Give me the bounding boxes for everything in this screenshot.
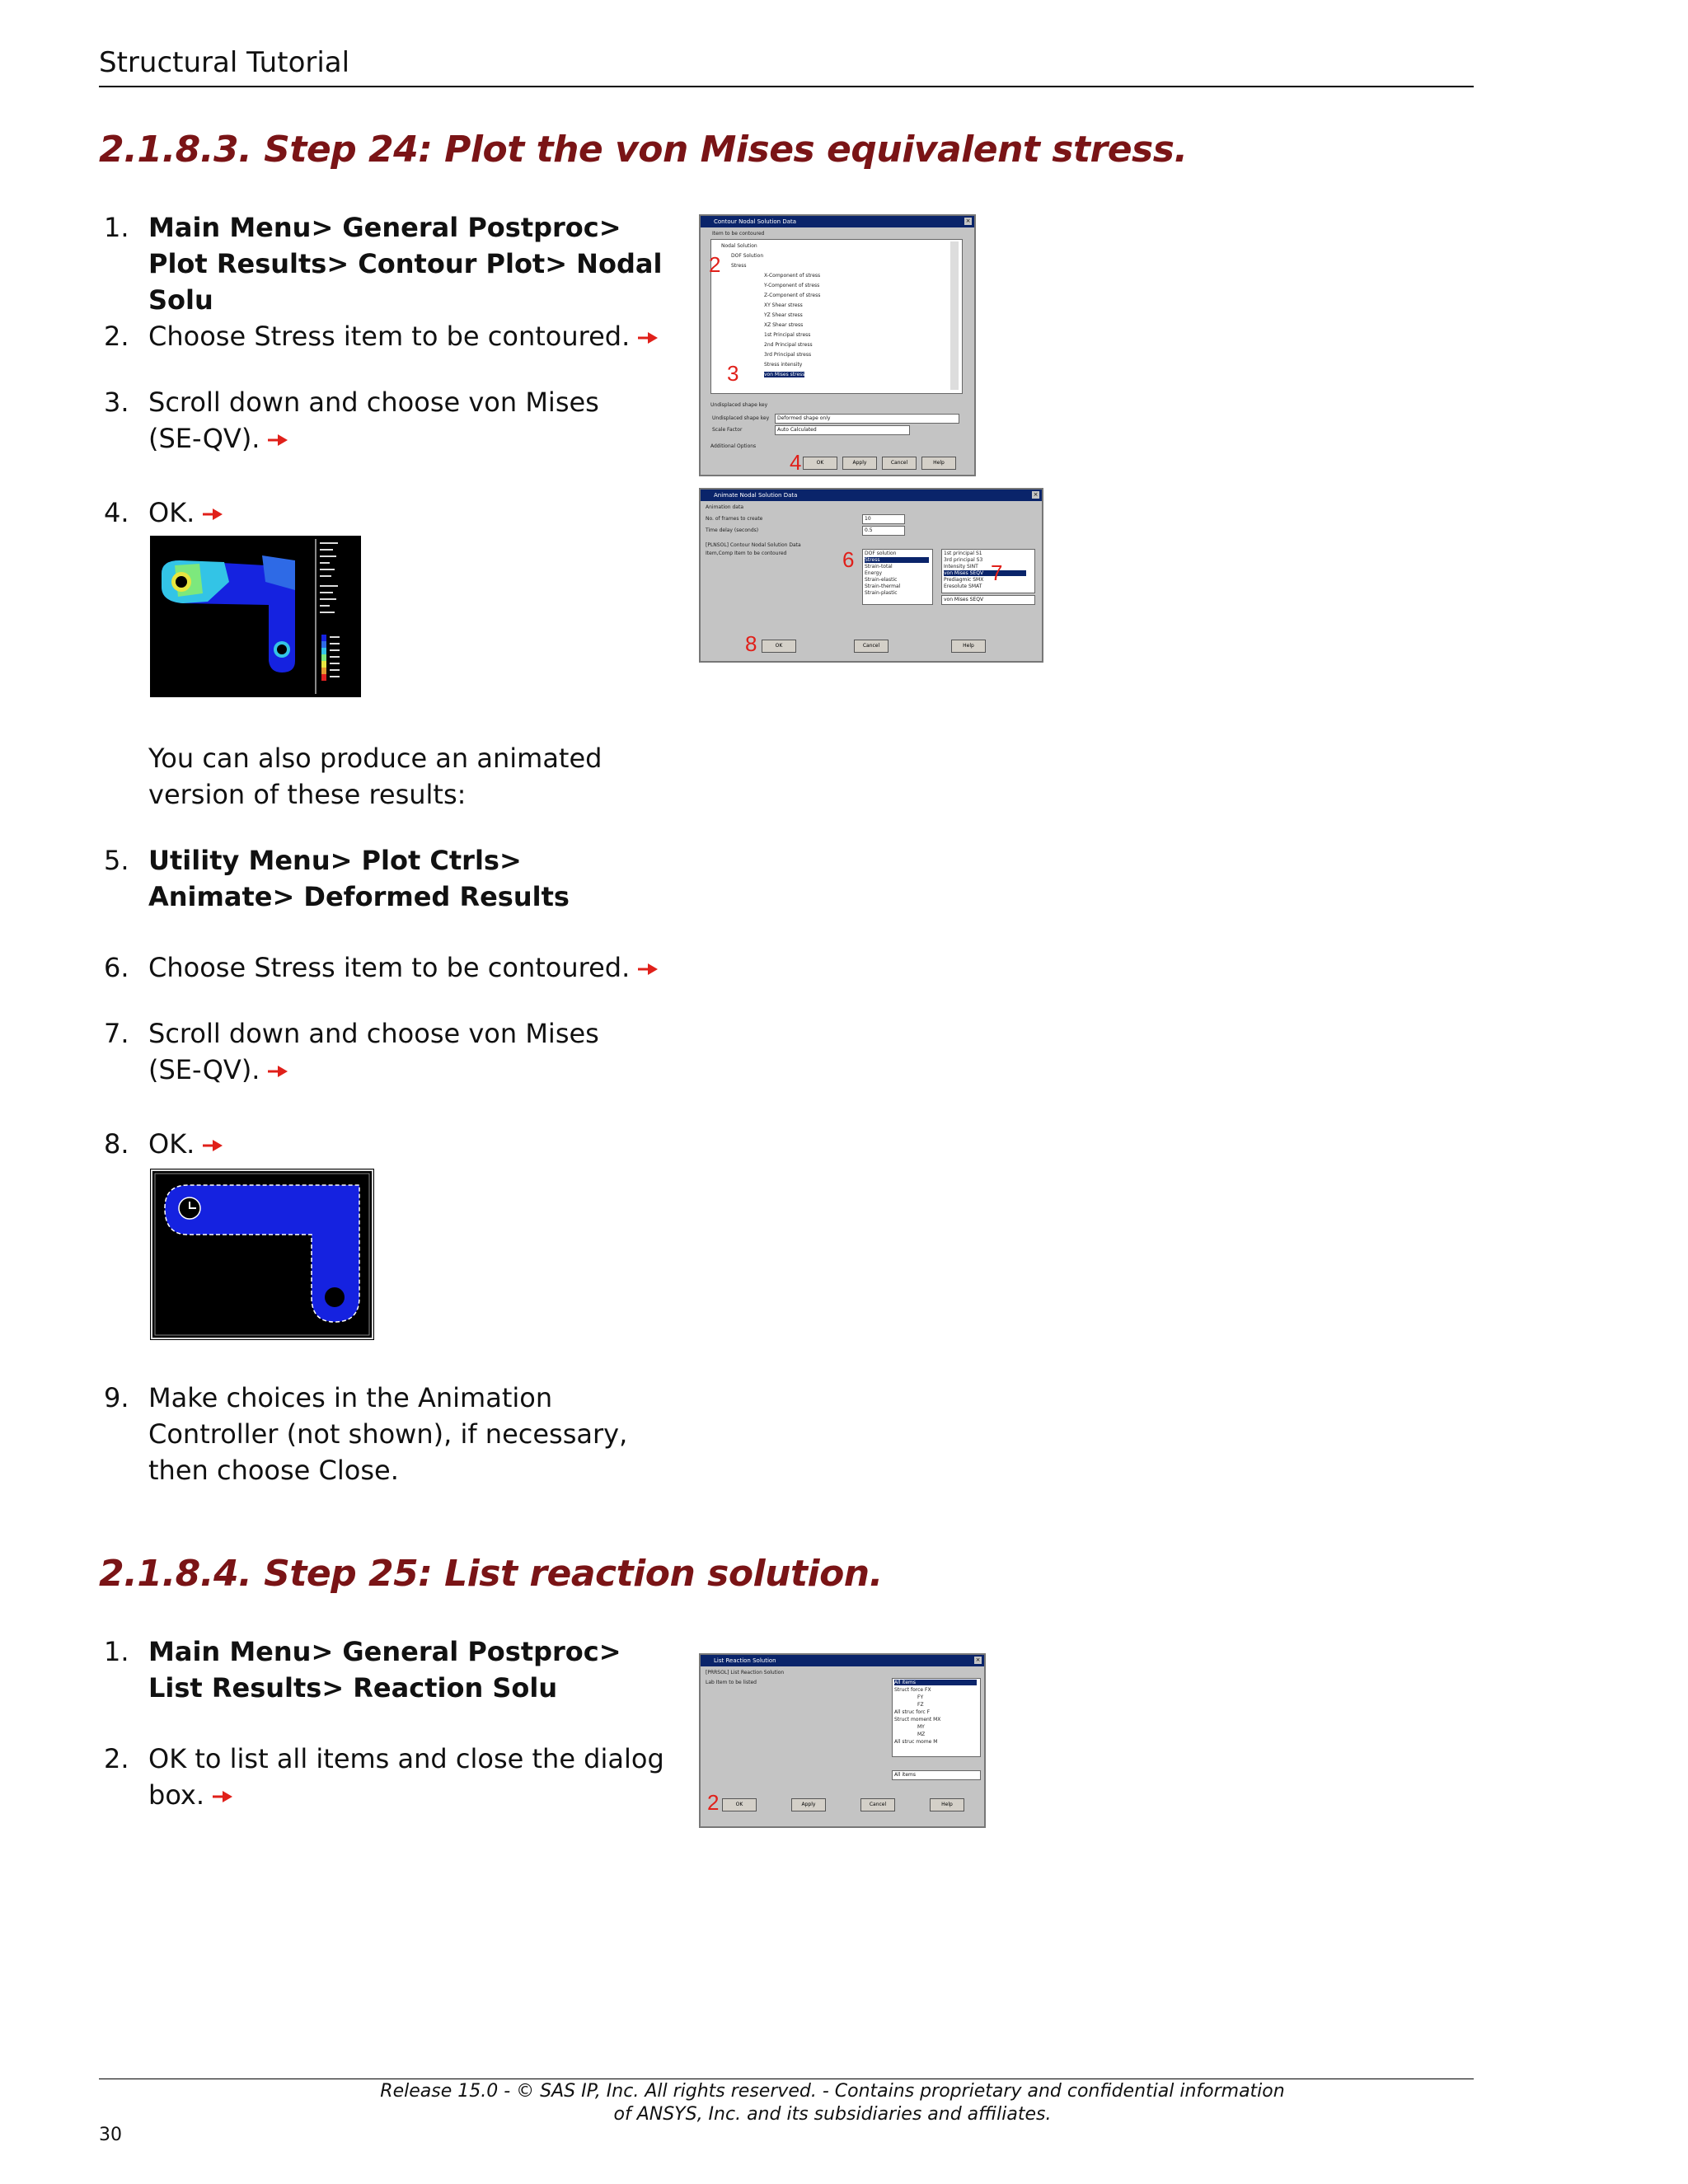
callout-number: 6 [842,547,855,572]
close-icon[interactable]: × [1033,491,1039,498]
contour-plot-image [150,536,361,697]
page-number: 30 [99,2125,122,2145]
arrow-link-icon[interactable] [636,961,659,977]
list-item[interactable]: Intensity SINT [944,564,978,569]
list-reaction-dialog [699,1653,986,1828]
step-text-content: Scroll down and choose von Mises (SE-QV). [148,1018,599,1085]
tree-node[interactable]: Stress [731,263,747,269]
step-text-content: OK. [148,1128,195,1160]
step-number: 6. [104,952,129,983]
step-text [148,1633,651,1706]
step-text [148,1015,643,1088]
tree-node[interactable]: Y-Component of stress [764,283,820,288]
callout-number: 2 [707,1790,720,1815]
dialog-titlebar [701,216,974,227]
list-item[interactable]: Strain-elastic [865,577,898,583]
dialog-title: Contour Nodal Solution Data [714,218,797,225]
tree-node[interactable]: 3rd Principal stress [764,352,812,358]
list-item-selected[interactable]: Stress [865,557,929,563]
tree-node[interactable]: XY Shear stress [764,302,803,308]
menu-path: Main Menu> General Postproc> Plot Results> Contour Plot> Nodal Solu [148,212,663,316]
cancel-button[interactable]: Cancel [882,457,917,470]
selected-item-field[interactable]: All items [892,1770,981,1780]
dialog-titlebar [701,490,1042,501]
scrollbar[interactable] [950,241,959,390]
plnsol-label: [PLNSOL] Contour Nodal Solution Data [706,542,801,548]
arrow-link-icon[interactable] [211,1788,234,1805]
list-item[interactable]: Energy [865,570,883,576]
list-item[interactable]: 1st principal S1 [944,551,982,556]
delay-input[interactable]: 0.5 [862,526,905,536]
anim-data-label: Animation data [706,504,744,510]
section-heading-step25: 2.1.8.4. Step 25: List reaction solution. [99,1553,883,1595]
section-heading-step24: 2.1.8.3. Step 24: Plot the von Mises equivalent stress. [99,129,1188,171]
dialog-title: List Reaction Solution [714,1657,776,1664]
step-text [148,209,684,318]
step-text-content: OK to list all items and close the dialog box. [148,1743,664,1811]
prrsol-label: [PRRSOL] List Reaction Solution [706,1670,785,1675]
list-item-selected[interactable]: von Mises SEQV [944,570,1026,576]
callout-number: 2 [709,252,721,277]
list-item[interactable]: MZ [917,1732,926,1737]
list-item[interactable]: FY [917,1694,924,1700]
delay-label: Time delay (seconds) [706,527,759,533]
undisplaced-select[interactable]: Deformed shape only [775,414,959,424]
component-listbox[interactable] [941,549,1035,593]
category-listbox[interactable] [862,549,933,605]
step-text [148,1741,692,1813]
step-text [148,1126,684,1162]
tree-node[interactable]: 2nd Principal stress [764,342,813,348]
additional-options[interactable]: Additional Options [710,443,757,449]
undisplaced-heading: Undisplaced shape key [710,402,768,408]
step-text-content: OK. [148,497,195,528]
footer-line-1: Release 15.0 - © SAS IP, Inc. All rights reserved. - Contains proprietary and confidential information [380,2081,1285,2102]
list-item[interactable]: All struc mome M [894,1739,938,1745]
tree-node[interactable]: DOF Solution [731,253,764,259]
tree-node[interactable]: Z-Component of stress [764,293,821,298]
step-number: 1. [104,1636,129,1667]
item-label: Item to be contoured [712,231,765,237]
ok-button[interactable]: OK [762,640,796,653]
list-item[interactable]: 3rd principal S3 [944,557,983,563]
callout-number: 7 [991,560,1003,585]
items-listbox[interactable] [892,1678,981,1757]
list-item[interactable]: All struc forc F [894,1709,931,1715]
step-text [148,842,659,915]
arrow-link-icon[interactable] [201,506,224,523]
scale-select[interactable]: Auto Calculated [775,425,910,435]
list-item[interactable]: Strain-thermal [865,583,901,589]
frames-input[interactable]: 10 [862,514,905,524]
help-button[interactable]: Help [921,457,956,470]
step-number: 4. [104,497,129,528]
tree-node-selected[interactable]: von Mises stress [764,372,805,377]
cancel-button[interactable]: Cancel [860,1798,895,1811]
step-number: 3. [104,387,129,418]
arrow-link-icon[interactable] [636,330,659,346]
tree-node[interactable]: 1st Principal stress [764,332,811,338]
help-button[interactable]: Help [930,1798,964,1811]
dialog-titlebar [701,1655,984,1666]
tree-node[interactable]: XZ Shear stress [764,322,804,328]
dialog-title: Animate Nodal Solution Data [714,492,798,499]
ok-button[interactable]: OK [803,457,837,470]
running-header: Structural Tutorial [99,46,350,79]
frames-label: No. of frames to create [706,516,763,522]
callout-number: 4 [790,450,802,475]
list-item[interactable]: Struct force FX [894,1687,931,1693]
step-text [148,494,684,531]
cancel-button[interactable]: Cancel [854,640,889,653]
undisplaced-label: Undisplaced shape key [712,415,770,421]
step-text-content: Choose Stress item to be contoured. [148,952,631,983]
step-number: 8. [104,1128,129,1160]
step-number: 1. [104,212,129,243]
ok-button[interactable]: OK [722,1798,757,1811]
menu-path: Main Menu> General Postproc> List Results> Reaction Solu [148,1636,621,1704]
callout-number: 8 [745,631,757,656]
menu-path: Utility Menu> Plot Ctrls> Animate> Deformed Results [148,845,570,912]
list-item[interactable]: Prediagmic SMX [944,577,984,583]
animate-nodal-dialog [699,488,1043,663]
footer-line-2: of ANSYS, Inc. and its subsidiaries and affiliates. [613,2104,1052,2125]
list-item[interactable]: Eresolute SMAT [944,583,982,589]
contour-nodal-dialog [699,214,976,476]
scale-label: Scale Factor [712,427,743,433]
item-comp-label: Item,Comp Item to be contoured [706,551,787,556]
list-item[interactable]: DOF solution [865,551,897,556]
step-text-content: Choose Stress item to be contoured. [148,321,631,352]
callout-number: 3 [727,361,739,386]
tree-node[interactable]: X-Component of stress [764,273,821,279]
apply-button[interactable]: Apply [842,457,877,470]
close-icon[interactable]: × [975,1657,981,1663]
tree-node[interactable]: Nodal Solution [721,243,757,249]
list-item-selected[interactable]: All items [894,1680,977,1685]
help-button[interactable]: Help [951,640,986,653]
lab-label: Lab Item to be listed [706,1680,757,1685]
list-item[interactable]: Struct moment MX [894,1717,941,1722]
list-item[interactable]: MY [917,1724,925,1730]
step-number: 2. [104,1743,129,1774]
step-text [148,949,684,986]
step-text-content: Scroll down and choose von Mises (SE-QV). [148,387,599,454]
step-text: Make choices in the Animation Controller (not shown), if necessary, then choose Close. [148,1382,628,1486]
step-number: 2. [104,321,129,352]
arrow-link-icon[interactable] [266,432,289,448]
arrow-link-icon[interactable] [201,1137,224,1154]
header-rule [99,86,1474,87]
tree-listbox[interactable] [710,239,963,394]
tree-node[interactable]: YZ Shear stress [764,312,803,318]
step-number: 7. [104,1018,129,1049]
list-item[interactable]: FZ [917,1702,924,1708]
paragraph-animated: You can also produce an animated version of these results: [148,743,603,810]
step-number: 5. [104,845,129,876]
apply-button[interactable]: Apply [791,1798,826,1811]
animated-plot-image [150,1169,374,1340]
tree-node[interactable]: Stress intensity [764,362,803,368]
step-text [148,384,643,457]
selected-component-field[interactable]: von Mises SEQV [941,595,1035,605]
arrow-link-icon[interactable] [266,1063,289,1080]
step-number: 9. [104,1382,129,1413]
step-text [148,318,684,354]
close-icon[interactable]: × [965,218,971,224]
list-item[interactable]: Strain-plastic [865,590,898,596]
list-item[interactable]: Strain-total [865,564,893,569]
